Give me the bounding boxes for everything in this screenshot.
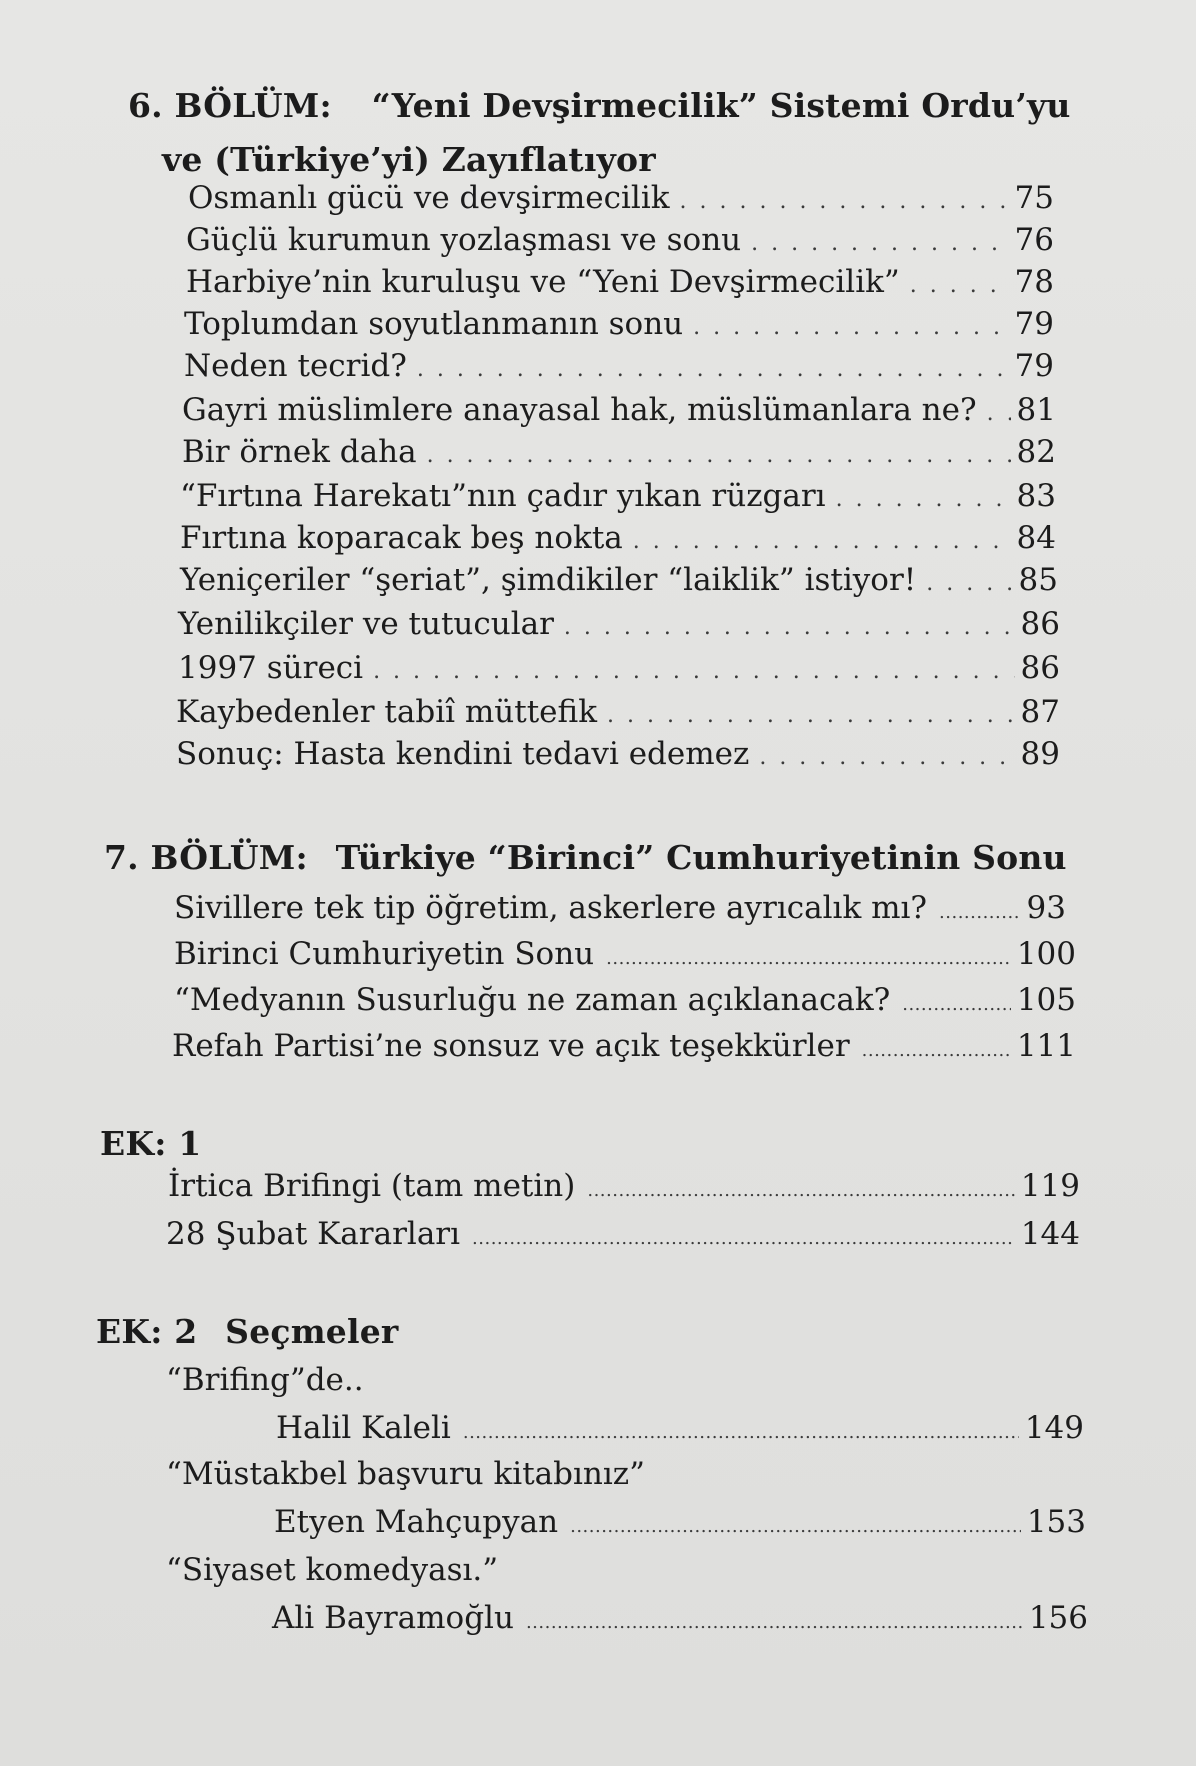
toc-leader [633, 529, 1011, 554]
toc-entry-page: 149 [1024, 1410, 1084, 1446]
toc-entry [174, 936, 1076, 972]
toc-leader [587, 1180, 1014, 1201]
toc-entry [178, 606, 1060, 642]
section-7-title: Türkiye “Birinci” Cumhuriyetinin Sonu [335, 838, 1067, 877]
toc-entry [186, 264, 1054, 300]
appendix-2-label: EK: 2 [96, 1312, 198, 1351]
toc-entry [172, 1028, 1076, 1064]
toc-leader [373, 659, 1014, 684]
toc-entry-page: 89 [1020, 736, 1060, 772]
selection-subtitle: “Brifing”de.. [166, 1362, 364, 1398]
toc-leader [564, 615, 1015, 640]
toc-entry-title: Neden tecrid? [184, 348, 407, 384]
toc-entry-title: Refah Partisi’ne sonsuz ve açık teşekkürler [172, 1028, 850, 1064]
selection-subtitle: “Siyaset komedyası.” [166, 1552, 499, 1588]
toc-leader [926, 571, 1012, 596]
section-6-label: 6. BÖLÜM: [128, 86, 332, 125]
toc-entry-page: 119 [1020, 1168, 1080, 1204]
toc-leader [759, 745, 1014, 770]
section-6-heading [128, 86, 1071, 125]
toc-entry-page: 93 [1026, 890, 1066, 926]
toc-entry-page: 87 [1020, 694, 1060, 730]
appendix-2-heading [96, 1312, 399, 1351]
toc-entry [182, 392, 1056, 428]
toc-entry [276, 1410, 1084, 1446]
toc-entry [272, 1600, 1088, 1636]
toc-entry [174, 890, 1066, 926]
toc-entry [180, 478, 1056, 514]
toc-entry-title: Harbiye’nin kuruluşu ve “Yeni Devşirmecilik” [186, 264, 900, 300]
toc-entry [168, 1168, 1080, 1204]
toc-entry-title: Fırtına koparacak beş nokta [180, 520, 623, 556]
toc-leader [463, 1422, 1019, 1443]
toc-leader [939, 902, 1021, 923]
toc-entry-page: 76 [1014, 222, 1054, 258]
toc-entry-title: Toplumdan soyutlanmanın sonu [184, 306, 684, 342]
toc-entry-page: 144 [1020, 1216, 1080, 1252]
toc-entry [274, 1504, 1086, 1540]
toc-entry [176, 694, 1060, 730]
toc-entry [166, 1216, 1080, 1252]
section-7-label: 7. BÖLÜM: [104, 838, 308, 877]
toc-leader [836, 487, 1011, 512]
toc-entry-title: 1997 süreci [178, 650, 364, 686]
toc-entry-page: 105 [1016, 982, 1076, 1018]
toc-entry-page: 86 [1020, 606, 1060, 642]
toc-leader [910, 273, 1009, 298]
toc-leader [902, 994, 1011, 1015]
toc-entry-title: Bir örnek daha [182, 434, 417, 470]
section-6-title-line2: ve (Türkiye’yi) Zayıflatıyor [162, 140, 656, 179]
toc-leader [680, 189, 1009, 214]
section-7-heading [104, 838, 1067, 877]
selection-author: Etyen Mahçupyan [274, 1504, 559, 1540]
toc-entry [176, 736, 1060, 772]
toc-entry-page: 111 [1016, 1028, 1076, 1064]
toc-entry [180, 520, 1056, 556]
toc-leader [606, 948, 1011, 969]
toc-entry-page: 78 [1014, 264, 1054, 300]
toc-entry-page: 83 [1016, 478, 1056, 514]
toc-entry-title: Yeniçeriler “şeriat”, şimdikiler “laiklik” istiyor! [180, 562, 917, 598]
selection-author: Halil Kaleli [276, 1410, 451, 1446]
toc-entry-title: Kaybedenler tabiî müttefik [176, 694, 597, 730]
toc-entry-title: 28 Şubat Kararları [166, 1216, 461, 1252]
toc-entry [186, 222, 1054, 258]
selection-subtitle: “Müstakbel başvuru kitabınız” [166, 1456, 645, 1492]
selection-author: Ali Bayramoğlu [272, 1600, 514, 1636]
toc-entry-title: Osmanlı gücü ve devşirmecilik [188, 180, 670, 216]
toc-entry-page: 82 [1016, 434, 1056, 470]
toc-leader [427, 443, 1011, 468]
toc-entry-title: “Fırtına Harekatı”nın çadır yıkan rüzgarı [180, 478, 826, 514]
toc-leader [526, 1612, 1023, 1633]
toc-entry [178, 650, 1060, 686]
toc-entry-page: 79 [1014, 348, 1054, 384]
toc-leader [987, 401, 1011, 426]
toc-entry-page: 100 [1016, 936, 1076, 972]
toc-entry-page: 79 [1014, 306, 1054, 342]
toc-entry-page: 84 [1016, 520, 1056, 556]
toc-entry-title: Sivillere tek tip öğretim, askerlere ayrıcalık mı? [174, 890, 928, 926]
toc-leader [751, 231, 1008, 256]
appendix-2-title: Seçmeler [225, 1312, 399, 1351]
toc-entry-page: 85 [1018, 562, 1058, 598]
toc-entry-page: 81 [1016, 392, 1056, 428]
toc-entry-title: Güçlü kurumun yozlaşması ve sonu [186, 222, 742, 258]
toc-entry-title: Gayri müslimlere anayasal hak, müslümanlara ne? [182, 392, 977, 428]
toc-entry [182, 434, 1056, 470]
appendix-1-heading: EK: 1 [100, 1124, 202, 1163]
toc-entry [180, 562, 1058, 598]
toc-leader [570, 1516, 1021, 1537]
toc-entry-page: 75 [1014, 180, 1054, 216]
toc-entry-page: 153 [1026, 1504, 1086, 1540]
toc-entry-title: Birinci Cumhuriyetin Sonu [174, 936, 595, 972]
toc-entry-title: “Medyanın Susurluğu ne zaman açıklanacak? [174, 982, 891, 1018]
toc-entry-page: 156 [1028, 1600, 1088, 1636]
toc-entry-title: Yenilikçiler ve tutucular [178, 606, 554, 642]
toc-entry [184, 348, 1054, 384]
toc-entry-page: 86 [1020, 650, 1060, 686]
section-6-title-line1: “Yeni Devşirmecilik” Sistemi Ordu’yu [371, 86, 1071, 125]
toc-entry [184, 306, 1054, 342]
toc-leader [607, 703, 1015, 728]
toc-entry [174, 982, 1076, 1018]
toc-entry-title: Sonuç: Hasta kendini tedavi edemez [176, 736, 750, 772]
toc-leader [417, 357, 1009, 382]
toc-leader [472, 1228, 1015, 1249]
toc-entry-title: İrtica Brifingi (tam metin) [168, 1168, 576, 1204]
toc-entry [188, 180, 1054, 216]
toc-leader [693, 315, 1008, 340]
toc-leader [862, 1040, 1011, 1061]
